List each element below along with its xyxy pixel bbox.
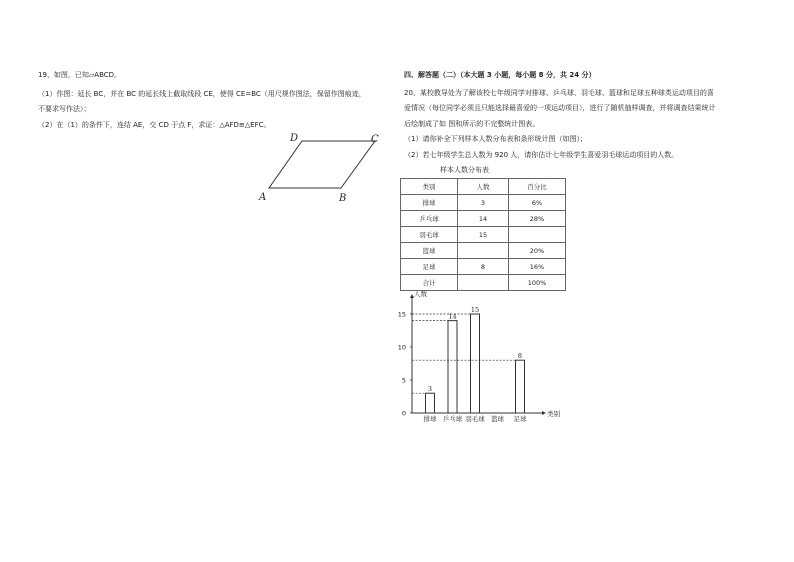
table-cell: 足球 [401,259,458,275]
table-cell: 20% [509,243,566,259]
parallelogram-figure [255,130,395,205]
table-cell: 篮球 [401,243,458,259]
q20-intro-line2: 爱情况（每位同学必须且只能选择最喜爱的一项运动项目），进行了随机抽样调查，并将调查结果统计 [404,104,716,112]
table-cell: 14 [458,211,509,227]
table-cell [458,275,509,291]
table-cell [458,243,509,259]
vertex-label-c: C [371,134,379,145]
q20-part2: （2）若七年级学生总人数为 920 人，请你估计七年级学生喜爱羽毛球运动项目的人数。 [404,151,679,159]
bar-value-label: 8 [517,352,523,361]
table-cell: 15 [458,227,509,243]
y-tick-label: 0 [401,409,406,418]
x-axis-arrow [542,411,546,415]
table-row [401,275,566,291]
table-row [401,243,566,259]
table-cell: 乒乓球 [401,211,458,227]
table-cell: 16% [509,259,566,275]
bar-4 [516,360,525,413]
x-tick-label: 乒乓球 [442,415,463,423]
vertex-label-a: A [259,192,267,203]
bar-chart [392,292,562,422]
table-row [401,227,566,243]
bar-1 [448,321,457,413]
y-axis-label: 人数 [414,290,427,298]
y-tick-label: 5 [401,376,406,385]
table-cell: 排球 [401,195,458,211]
table-cell: 羽毛球 [401,227,458,243]
section4-heading: 四、解答题（二）（本大题 3 小题，每小题 8 分，共 24 分） [404,71,596,79]
table-cell: 合计 [401,275,458,291]
bar-value-label: 3 [427,385,433,394]
table-row [401,259,566,275]
table-cell: 100% [509,275,566,291]
x-tick-label: 排球 [423,415,437,423]
q19-part2: （2）在（1）的条件下，连结 AE，交 CD 于点 F，求证：△AFD≌△EFC。 [38,121,271,129]
sample-distribution-table [400,178,566,291]
table-cell: 6% [509,195,566,211]
table-header: 百分比 [509,179,566,195]
q20-intro-line3: 后绘制成了如 图和所示的不完整统计图表。 [404,120,540,128]
table-title: 样本人数分布表 [440,166,489,174]
table-row [401,211,566,227]
table-header-row [401,179,566,195]
table-cell: 28% [509,211,566,227]
x-tick-label: 篮球 [491,415,504,423]
parallelogram-abcd [269,141,375,188]
table-header: 人数 [458,179,509,195]
y-tick-label: 10 [397,343,406,352]
x-tick-label: 羽毛球 [465,415,485,423]
table-cell: 8 [458,259,509,275]
table-cell [509,227,566,243]
q19-part1-cont: 不要求写作法）； [38,105,91,113]
x-tick-label: 足球 [513,415,527,423]
table-row [401,195,566,211]
table-cell: 3 [458,195,509,211]
q20-intro-line1: 20、某校教导处为了解该校七年级同学对排球、乒乓球、羽毛球、篮球和足球五种球类运动项目的喜 [404,89,714,97]
q20-part1: （1）请你补全下列样本人数分布表和条形统计图（如图）； [404,135,587,143]
table-header: 类别 [401,179,458,195]
y-tick-label: 15 [397,310,406,319]
x-axis-label: 类别 [547,410,560,418]
q19-part1: （1）作图：延长 BC，并在 BC 的延长线上截取线段 CE，使得 CE=BC（用尺规作图法，保留作图痕迹， [38,90,366,98]
q19-title: 19、如图，已知▱ABCD。 [38,71,122,79]
bar-0 [426,393,435,413]
vertex-label-d: D [290,133,299,144]
bar-value-label: 15 [470,306,480,314]
bar-value-label: 14 [448,312,457,321]
vertex-label-b: B [339,193,347,204]
bar-2 [471,314,480,413]
